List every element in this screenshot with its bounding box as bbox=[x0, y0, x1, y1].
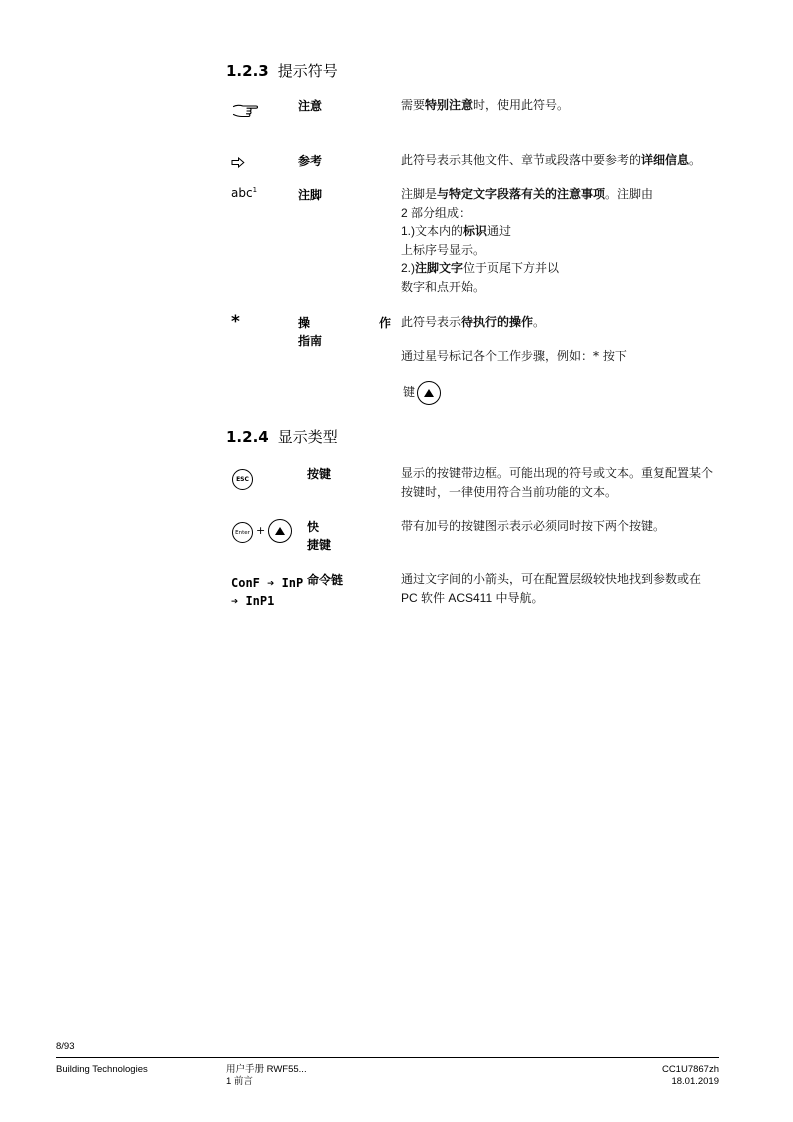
footer-document-title: 用户手册 RWF55... bbox=[226, 1064, 307, 1075]
section-title: 提示符号 bbox=[277, 62, 338, 80]
command-chain-example bbox=[231, 574, 303, 610]
esc-key-icon: ESC bbox=[232, 469, 253, 490]
footer-date: 18.01.2019 bbox=[671, 1076, 719, 1087]
operation-description: 此符号表示待执行的操作。 bbox=[401, 315, 546, 329]
pointing-hand-icon bbox=[232, 102, 262, 126]
outline-arrow-right-icon bbox=[231, 153, 245, 172]
reference-description: 此符号表示其他文件、章节或段落中要参考的详细信息。 bbox=[401, 153, 702, 167]
operation-key-word: 键 bbox=[403, 385, 416, 399]
operation-example: 通过星号标记各个工作步骤，例如：* 按下 bbox=[401, 349, 627, 363]
footnote-description: 注脚是与特定文字段落有关的注意事项。注脚由 2 部分组成： 1.)文本内的标识通过 上标序号显示。 2.)注脚文字位于页尾下方并以 数字和点开始。 bbox=[401, 187, 654, 294]
footer-chapter: 1 前言 bbox=[226, 1076, 253, 1087]
operation-label-part3: 指南 bbox=[298, 334, 323, 348]
up-key-icon bbox=[268, 519, 292, 543]
key-description: 显示的按键带边框。可能出现的符号或文本。重复配置某个按键时，一律使用符合当前功能的文本。 bbox=[401, 466, 714, 499]
footer-rule bbox=[56, 1057, 719, 1058]
section-number: 1.2.3 bbox=[226, 62, 269, 80]
footnote-label: 注脚 bbox=[298, 188, 323, 202]
command-chain-description: 通过文字间的小箭头，可在配置层级较快地找到参数或在 PC 软件 ACS411 中导航。 bbox=[401, 572, 702, 605]
shortcut-description: 带有加号的按键图示表示必须同时按下两个按键。 bbox=[401, 519, 666, 533]
shortcut-label-part1: 快 bbox=[307, 520, 320, 534]
key-label: 按键 bbox=[307, 467, 332, 481]
note-description: 需要特别注意时，使用此符号。 bbox=[401, 98, 570, 112]
operation-label-part1: 操 bbox=[298, 316, 311, 330]
reference-label: 参考 bbox=[298, 154, 323, 168]
command-chain-label: 命令链 bbox=[307, 573, 344, 587]
note-label: 注意 bbox=[298, 99, 323, 113]
footnote-symbol: abc$^1$ bbox=[231, 186, 258, 200]
section-title: 显示类型 bbox=[277, 428, 338, 446]
operation-label-part2: 作 bbox=[379, 316, 392, 330]
page-number: 8/93 bbox=[56, 1041, 75, 1052]
section-heading-1-2-3 bbox=[226, 60, 338, 81]
footer-company: Building Technologies bbox=[56, 1064, 148, 1075]
command-chain-line1: ConF ➔ InP bbox=[231, 576, 304, 590]
footer-meta bbox=[662, 1064, 719, 1088]
footer-document bbox=[226, 1064, 307, 1088]
command-chain-line2: ➔ InP1 bbox=[231, 594, 275, 608]
up-key-icon bbox=[417, 381, 441, 405]
plus-sign: + bbox=[256, 524, 266, 537]
footer-doc-code: CC1U7867zh bbox=[661, 1064, 719, 1075]
section-heading-1-2-4 bbox=[226, 426, 338, 447]
shortcut-label-part2: 捷键 bbox=[307, 538, 332, 552]
operation-star-symbol: * bbox=[231, 312, 240, 332]
section-number: 1.2.4 bbox=[226, 428, 269, 446]
enter-key-icon: Enter bbox=[232, 522, 253, 543]
